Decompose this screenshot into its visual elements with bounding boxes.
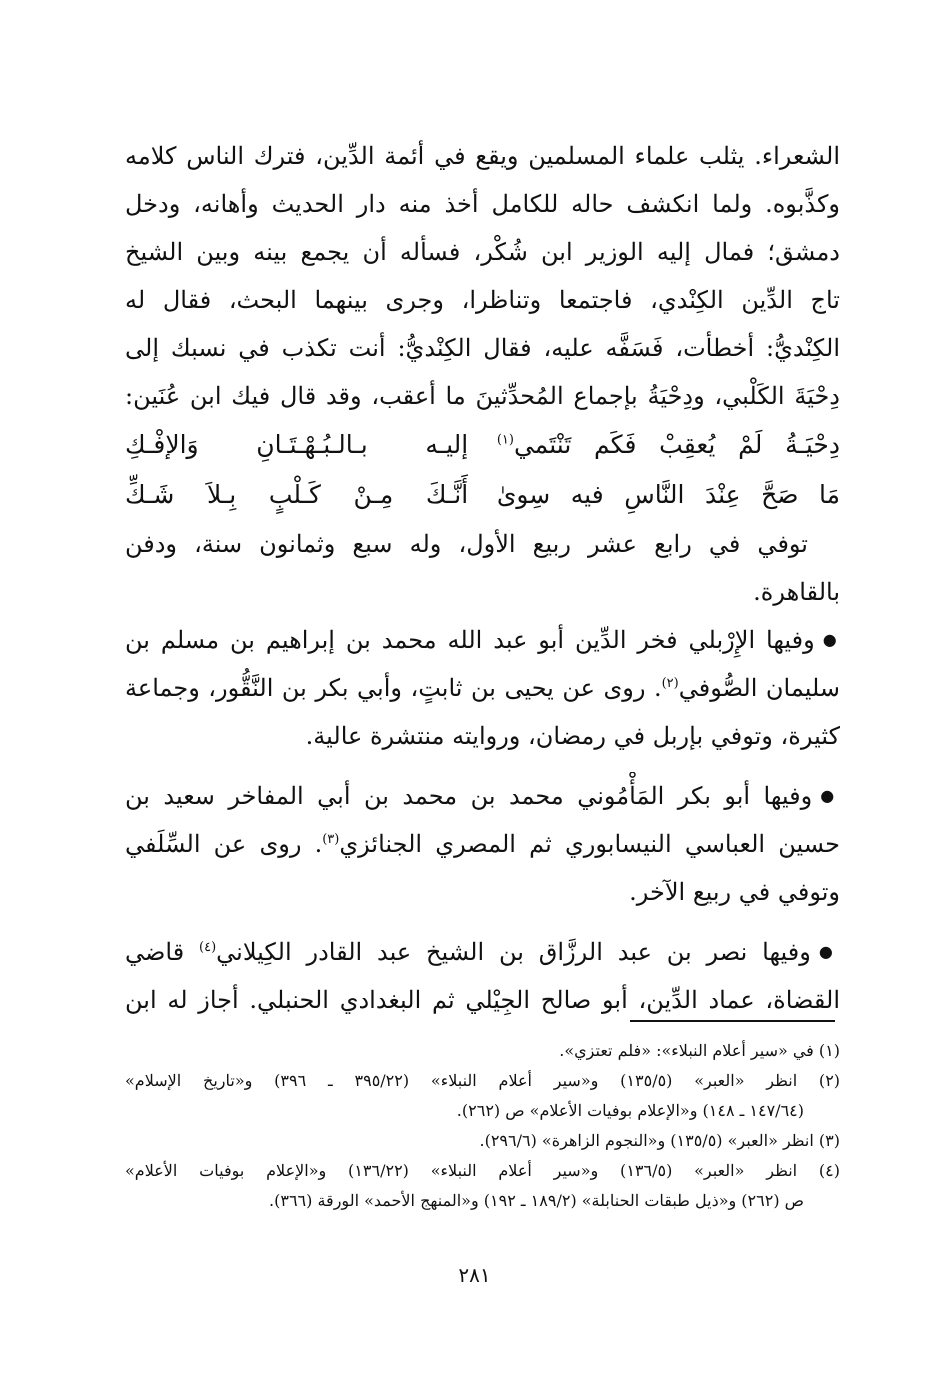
text-line: بالقاهرة. <box>753 578 840 606</box>
paragraph-1 <box>125 132 840 420</box>
text-line: القضاة، عماد الدِّين، أبو صالح الجِيْلي ثم البغدادي الحنبلي. أجاز له ابن <box>125 986 840 1014</box>
footnote-4-continued: ص (٢٦٢) و«ذيل طبقات الحنابلة» (١٨٩/٢ ـ ١٩٢) و«المنهج الأحمد» الورقة (٣٦٦). <box>269 1191 804 1210</box>
text-span: . روى عن السِّلَفي <box>125 830 323 858</box>
text-line: دِحْيَةَ الكَلْبي، ودِحْيَةُ بإجماع المُحدِّثينَ ما أعقب، وقد قال فيك ابن عُنَين: <box>125 382 840 410</box>
text-span: سليمان الصُّوفي <box>678 674 840 702</box>
paragraph-2 <box>125 520 840 616</box>
footnote-4: (٤) انظر «العبر» (١٣٦/٥) و«سير أعلام النبلاء» (١٣٦/٢٢) و«الإعلام بوفيات الأعلام» <box>125 1161 840 1180</box>
verse-line-2 <box>125 470 840 520</box>
text-line: ● وفيها أبو بكر المَأْمُوني محمد بن محمد بن أبي المفاخر سعيد بن <box>125 772 840 820</box>
footnote-2: (٢) انظر «العبر» (١٣٥/٥) و«سير أعلام النبلاء» (٣٩٥/٢٢ ـ ٣٩٦) و«تاريخ الإسلام» <box>125 1071 840 1090</box>
text-line <box>125 820 840 868</box>
verse-hemistich <box>497 420 840 470</box>
verse-hemistich: مَا صَحَّ عِنْدَ النَّاسِ فيه سِوىٰ <box>496 480 840 509</box>
footnote-1: (١) في «سير أعلام النبلاء»: «فلم تعتزي». <box>559 1041 840 1060</box>
poem-verses <box>125 420 840 520</box>
verse-hemistich: إليـه بـالـبُـهْـتَـانِ وَالإفْـكِ <box>125 430 469 459</box>
text-line: توفي في رابع عشر ربيع الأول، وله سبع وثمانون سنة، ودفن <box>125 530 808 558</box>
footnote-marker: (١) <box>496 432 514 448</box>
footnote-marker: (٤) <box>199 940 217 955</box>
entry-irbili <box>125 616 840 760</box>
text-line: تاج الدِّين الكِنْدي، فاجتمعا وتناظرا، وجرى بينهما البحث، فقال له <box>125 286 840 314</box>
text-line <box>125 664 840 712</box>
verse-text: دِحْيَـةُ لَمْ يُعقِبْ فَكَم تَنْتَمي <box>513 430 840 459</box>
text-line: دمشق؛ فمال إليه الوزير ابن شُكْر، فسأله أن يجمع بينه وبين الشيخ <box>125 238 840 266</box>
footnote-separator <box>630 1020 835 1022</box>
text-span: وفيها نصر بن عبد الرزَّاق بن الشيخ عبد القادر الكِيلاني <box>216 938 811 966</box>
text-span: . روى عن يحيى بن ثابتٍ، وأبي بكر بن النَّقُّور، وجماعة <box>125 674 662 702</box>
footnotes <box>125 1036 840 1216</box>
entry-mamuni <box>125 772 840 916</box>
text-line: الشعراء. يثلب علماء المسلمين ويقع في أئمة الدِّين، فترك الناس كلامه <box>125 142 840 170</box>
footnote-marker: (٣) <box>322 832 340 847</box>
page-number: ٢٨١ <box>458 1263 491 1287</box>
main-text <box>125 132 840 1024</box>
footnote-2-continued: (١٤٧/٦٤ ـ ١٤٨) و«الإعلام بوفيات الأعلام» ص (٢٦٢). <box>456 1101 804 1120</box>
text-span: قاضي <box>125 938 200 966</box>
footnote-3: (٣) انظر «العبر» (١٣٥/٥) و«النجوم الزاهرة» (٢٩٦/٦). <box>479 1131 840 1150</box>
entry-nasr <box>125 928 840 1024</box>
text-line: وتوفي في ربيع الآخر. <box>629 878 840 906</box>
text-span: حسين العباسي النيسابوري ثم المصري الجنائزي <box>339 830 840 858</box>
text-line: ● وفيها الإِرْبلي فخر الدِّين أبو عبد الله محمد بن إبراهيم بن مسلم بن <box>125 616 840 664</box>
text-line: الكِنْديُّ: أخطأت، فَسَفَّه عليه، فقال الكِنْديُّ: أنت تكذب في نسبك إلى <box>125 334 840 362</box>
text-line: كثيرة، وتوفي بإربل في رمضان، وروايته منتشرة عالية. <box>305 722 840 750</box>
footnote-marker: (٢) <box>661 676 679 691</box>
verse-line-1 <box>125 420 840 470</box>
text-line <box>125 928 840 976</box>
verse-hemistich: أَنَّـكَ مِـنْ كَـلْبٍ بِـلاَ شَـكِّ <box>125 480 469 509</box>
text-line: وكذَّبوه. ولما انكشف حاله للكامل أخذ منه دار الحديث وأهانه، ودخل <box>125 190 840 218</box>
